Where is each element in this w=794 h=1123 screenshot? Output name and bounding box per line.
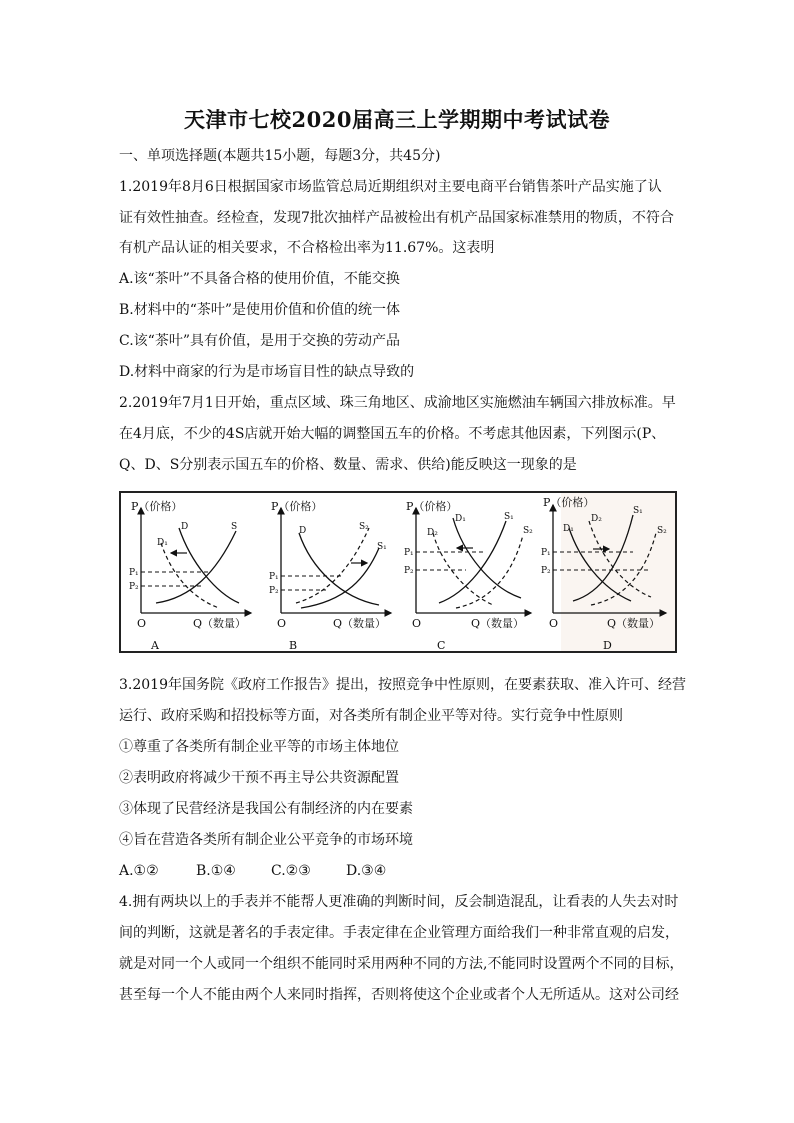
q3-statement-1: ①尊重了各类所有制企业平等的市场主体地位 bbox=[119, 739, 399, 755]
q1-line-2: 证有效性抽查。经检查，发现7批次抽样产品被检出有机产品国家标准禁用的物质，不符合 bbox=[119, 210, 674, 226]
q3-statement-3: ③体现了民营经济是我国公有制经济的内在要素 bbox=[119, 801, 413, 817]
q3-option-a: A.①② bbox=[119, 863, 159, 879]
graph-a-label-d: D bbox=[181, 522, 189, 532]
q1-option-a: A.该“茶叶”不具备合格的使用价值，不能交换 bbox=[119, 271, 400, 287]
graph-c-curve-d1 bbox=[453, 518, 521, 598]
graph-a-xlabel: Q（数量） bbox=[193, 617, 247, 630]
q1-line-3: 有机产品认证的相关要求，不合格检出率为11.67%。这表明 bbox=[119, 240, 495, 256]
q1-option-c: C.该“茶叶”具有价值，是用于交换的劳动产品 bbox=[119, 333, 400, 349]
graph-c-letter: C bbox=[437, 639, 446, 651]
q3-statement-2: ②表明政府将减少干预不再主导公共资源配置 bbox=[119, 770, 399, 786]
q3-line-1: 3.2019年国务院《政府工作报告》提出，按照竞争中性原则，在要素获取、准入许可、经营 bbox=[119, 677, 686, 693]
graph-d-label-d1: D₁ bbox=[563, 524, 574, 534]
section-heading: 一、单项选择题(本题共15小题，每题3分，共45分) bbox=[119, 148, 441, 164]
graph-d-p2: P₂ bbox=[541, 566, 551, 576]
graph-c-label-s2: S₂ bbox=[523, 526, 533, 536]
graph-c-p1: P₁ bbox=[404, 548, 414, 558]
q3-option-b: B.①④ bbox=[196, 863, 236, 879]
q3-statement-4: ④旨在营造各类所有制企业公平竞争的市场环境 bbox=[119, 832, 413, 848]
graph-c-curve-s2 bbox=[456, 535, 523, 608]
graph-c-label-d2: D₂ bbox=[427, 528, 438, 538]
graph-c-xlabel: Q（数量） bbox=[471, 617, 525, 630]
graph-c-ylabel: P（价格） bbox=[406, 500, 458, 513]
graph-b-label-d: D bbox=[299, 526, 307, 536]
q2-line-1: 2.2019年7月1日开始，重点区域、珠三角地区、成渝地区实施燃油车辆国六排放标准。早 bbox=[119, 395, 676, 411]
graph-d-label-s1: S₁ bbox=[633, 506, 643, 516]
page-title: 天津市七校2020届高三上学期期中考试试卷 bbox=[184, 107, 610, 132]
graph-a-label-s: S bbox=[231, 522, 238, 532]
graph-a-p2: P₂ bbox=[129, 582, 139, 592]
graph-c-origin: O bbox=[412, 617, 422, 630]
graph-a-p1: P₁ bbox=[129, 568, 139, 578]
graph-a bbox=[129, 499, 251, 651]
graph-d-letter: D bbox=[603, 639, 612, 651]
graph-b-curve-s2 bbox=[296, 528, 369, 603]
q3-option-c: C.②③ bbox=[271, 863, 311, 879]
graph-a-curve-s bbox=[156, 531, 236, 603]
graph-b-p1: P₁ bbox=[269, 572, 279, 582]
graph-b-label-s2: S₂ bbox=[359, 522, 369, 532]
graph-b bbox=[269, 499, 391, 651]
graph-b-curve-s1 bbox=[301, 548, 379, 608]
graph-a-label-d1: D₁ bbox=[157, 538, 168, 548]
q3-line-2: 运行、政府采购和招投标等方面，对各类所有制企业平等对待。实行竞争中性原则 bbox=[119, 708, 623, 724]
graph-b-ylabel: P（价格） bbox=[271, 500, 323, 513]
graph-c-curve-s1 bbox=[439, 521, 506, 603]
graph-d-p1: P₁ bbox=[541, 548, 551, 558]
q1-line-1: 1.2019年8月6日根据国家市场监管总局近期组织对主要电商平台销售茶叶产品实施了认 bbox=[119, 179, 662, 195]
graph-c-label-s1: S₁ bbox=[504, 512, 514, 522]
graph-d-label-d2: D₂ bbox=[591, 514, 602, 524]
q4-line-2: 间的判断，这就是著名的手表定律。手表定律在企业管理方面给我们一种非常直观的启发， bbox=[119, 925, 679, 941]
graph-b-origin: O bbox=[277, 617, 287, 630]
graph-c bbox=[404, 499, 533, 651]
graph-a-origin: O bbox=[137, 617, 147, 630]
q2-line-2: 在4月底，不少的4S店就开始大幅的调整国五车的价格。不考虑其他因素，下列图示(P、 bbox=[119, 426, 666, 442]
graph-b-label-s1: S₁ bbox=[377, 542, 387, 552]
graph-d-xlabel: Q（数量） bbox=[607, 617, 661, 630]
q4-line-1: 4.拥有两块以上的手表并不能帮人更准确的判断时间，反会制造混乱，让看表的人失去对时 bbox=[119, 894, 679, 910]
graph-b-xlabel: Q（数量） bbox=[333, 617, 387, 630]
graph-c-p2: P₂ bbox=[404, 566, 414, 576]
q2-line-3: Q、D、S分别表示国五车的价格、数量、需求、供给)能反映这一现象的是 bbox=[119, 457, 577, 473]
graph-a-letter: A bbox=[151, 639, 159, 651]
q1-option-b: B.材料中的“茶叶”是使用价值和价值的统一体 bbox=[119, 302, 401, 318]
q1-option-d: D.材料中商家的行为是市场盲目性的缺点导致的 bbox=[119, 364, 415, 380]
q4-line-4: 甚至每一个人不能由两个人来同时指挥，否则将使这个企业或者个人无所适从。这对公司经 bbox=[119, 987, 679, 1003]
graph-d-ylabel: P（价格） bbox=[543, 496, 595, 509]
supply-demand-figure bbox=[119, 491, 677, 653]
q4-line-3: 就是对同一个人或同一个组织不能同时采用两种不同的方法,不能同时设置两个不同的目标， bbox=[119, 956, 684, 972]
graph-a-ylabel: P（价格） bbox=[131, 500, 183, 513]
graph-d-label-s2: S₂ bbox=[657, 526, 667, 536]
q3-option-d: D.③④ bbox=[346, 863, 387, 879]
graph-b-p2: P₂ bbox=[269, 586, 279, 596]
graph-b-letter: B bbox=[289, 639, 298, 651]
graph-d-origin: O bbox=[549, 617, 559, 630]
graph-c-label-d1: D₁ bbox=[455, 514, 466, 524]
